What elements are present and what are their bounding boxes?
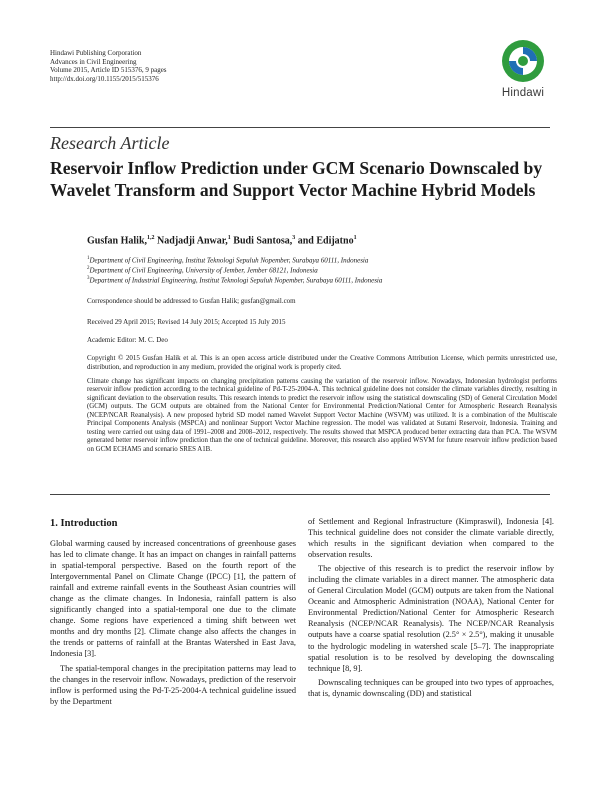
hindawi-logo-icon xyxy=(500,38,546,84)
affiliation xyxy=(87,275,557,285)
paragraph: Global warming caused by increased concentrations of greenhouse gases has led to climate change. It has an impact on changes in rainfall patterns in spatial-temporal perspective. Based on the fourth report of the Intergovernmental Panel on Climate Change (IPCC) [1], the pattern of rainfall and extreme rainfall events in the Southeast Asian countries will change as the climate changes. In Indonesia, rainfall pattern is also significantly changed into a spatial-temporal one due to the climate change. Some regions have experienced a timing shift between wet months and dry months [2]. Climate change also affects the changes in the trends or patterns of rainfall at the Brantas Watershed in East Java, Indonesia [3]. xyxy=(50,539,296,659)
volume-info: Volume 2015, Article ID 515376, 9 pages xyxy=(50,66,167,75)
paragraph: The spatial-temporal changes in the precipitation patterns may lead to the changes in the reservoir inflow. Nowadays, prediction of the reservoir inflow is performed using the Pd-T-25-2004-A technical guideline issued by the Department xyxy=(50,663,296,706)
article-title: Reservoir Inflow Prediction under GCM Scenario Downscaled by Wavelet Transform and Support Vector Machine Hybrid Models xyxy=(50,158,543,200)
logo-text: Hindawi xyxy=(501,87,545,99)
correspondence: Correspondence should be addressed to Gusfan Halik; gusfan@gmail.com xyxy=(87,297,296,305)
affiliation-text: Department of Industrial Engineering, Institut Teknologi Sepuluh Nopember, Surabaya 60111, Indonesia xyxy=(89,276,383,285)
paragraph: of Settlement and Regional Infrastructure (Kimpraswil), Indonesia [4]. This technical guideline does not consider the climate variable directly, which results in the significant deviation when compared to the observation results. xyxy=(308,517,554,560)
abstract-rule xyxy=(50,494,550,495)
affiliation xyxy=(87,265,557,275)
affiliations xyxy=(87,255,557,285)
author-name: Gusfan Halik, xyxy=(87,235,148,247)
affiliation xyxy=(87,255,557,265)
article-type: Research Article xyxy=(50,133,170,153)
author-affiliation-mark: 1 xyxy=(353,235,357,241)
author-affiliation-mark: 3 xyxy=(292,235,296,241)
affiliation-mark: 3 xyxy=(87,275,90,281)
author-name: Budi Santosa, xyxy=(230,235,293,247)
affiliation-mark: 2 xyxy=(87,265,90,271)
copyright-notice: Copyright © 2015 Gusfan Halik et al. This is an open access article distributed under the Creative Commons Attribution License, which permits unrestricted use, distribution, and reproduction in any medium, provided the original work is properly cited. xyxy=(87,354,557,371)
header-rule xyxy=(50,127,550,128)
journal-name: Advances in Civil Engineering xyxy=(50,57,137,66)
affiliation-text: Department of Civil Engineering, Institut Teknologi Sepuluh Nopember, Surabaya 60111, Indonesia xyxy=(89,256,369,265)
section-heading: 1. Introduction xyxy=(50,518,118,529)
body-column-left xyxy=(50,538,296,707)
academic-editor: Academic Editor: M. C. Deo xyxy=(87,336,168,344)
author-name: and Edijatno xyxy=(295,235,354,247)
doi-link[interactable]: http://dx.doi.org/10.1155/2015/515376 xyxy=(50,74,159,83)
body-column-right xyxy=(308,516,554,699)
article-dates: Received 29 April 2015; Revised 14 July 2015; Accepted 15 July 2015 xyxy=(87,318,286,326)
author-list xyxy=(87,235,357,246)
abstract: Climate change has significant impacts on changing precipitation patterns causing the variation of the reservoir inflow. Nowadays, Indonesian hydrologist performs reservoir inflow prediction according to the technical guideline of Pd-T-25-2004-A. This technical guideline does not consider the climate variables directly, resulting in significant deviation to the observation results. This research intends to predict the reservoir inflow using the statistical downscaling (SD) of General Circulation Model (GCM) outputs. The GCM outputs are obtained from the National Center for Environmental Prediction/National Center for Atmospheric Research Reanalysis (NCEP/NCAR Reanalysis). A new proposed hybrid SD model named Wavelet Support Vector Machine (WSVM) was utilized. It is a combination of the Multiscale Principal Components Analysis (MSPCA) and nonlinear Support Vector Machine regression. The model was validated at Sutami Reservoir, Indonesia. Training and testing were carried out using data of 1991–2008 and 2008–2012, respectively. The results showed that MSPCA produced better extracting data than PCA. The WSVM generated better reservoir inflow prediction than the one of technical guideline. Moreover, this research also applied WSVM for future reservoir inflow prediction based on GCM ECHAM5 and scenario SRES A1B. xyxy=(87,378,557,453)
author-name: Nadjadji Anwar, xyxy=(154,235,228,247)
affiliation-mark: 1 xyxy=(87,256,90,261)
hindawi-logo xyxy=(493,38,553,102)
publisher-name: Hindawi Publishing Corporation xyxy=(50,49,142,57)
paragraph: The objective of this research is to predict the reservoir inflow by including the climate variables in a direct manner. The atmospheric data of General Circulation Model (GCM) outputs are taken from the National Oceanic and Atmospheric Administration (NOAA), National Center for Environmental Prediction/National Center for Atmospheric Research Reanalysis (NCEP/NCAR Reanalysis). The NCEP/NCAR Reanalysis outputs have a coarse spatial resolution (2.5° × 2.5°), making it unusable to the hydrologic modeling in watershed scale [5–7]. The inappropriate spatial resolution is to be resolved by developing the downscaling technique [8, 9]. xyxy=(308,564,554,673)
author-affiliation-mark: 1 xyxy=(227,235,231,241)
publication-info xyxy=(50,49,167,83)
affiliation-text: Department of Civil Engineering, University of Jember, Jember 68121, Indonesia xyxy=(89,266,318,275)
author-affiliation-mark: 1,2 xyxy=(147,235,155,241)
paragraph: Downscaling techniques can be grouped into two types of approaches, that is, dynamic downscaling (DD) and statistical xyxy=(308,677,554,698)
